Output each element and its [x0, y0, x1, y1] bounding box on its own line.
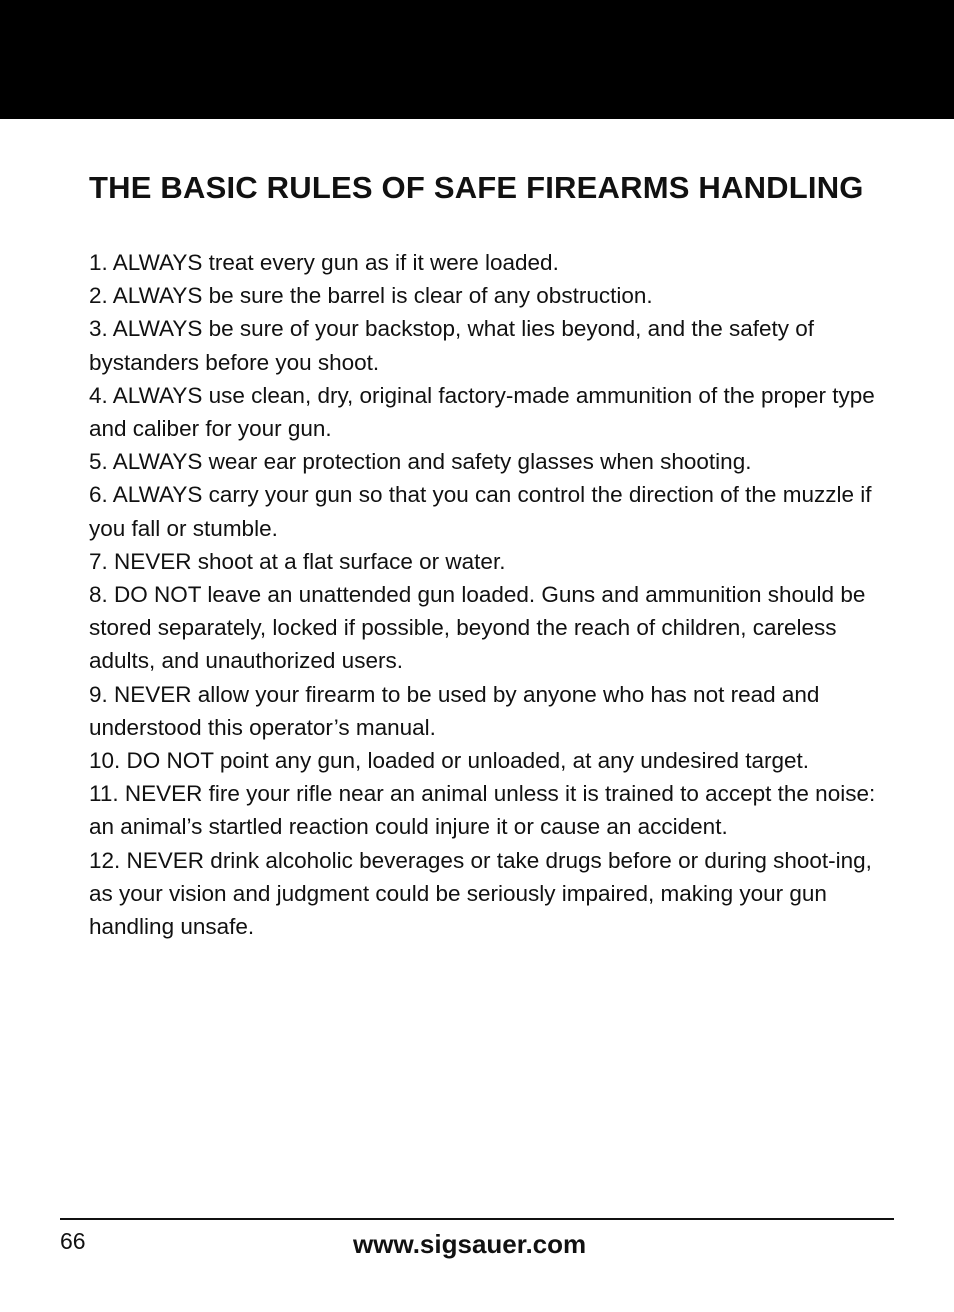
page-number: 66 [60, 1228, 86, 1254]
rules-list [89, 246, 901, 943]
rule-item: 10. DO NOT point any gun, loaded or unloaded, at any undesired target. [89, 748, 810, 774]
rule-item: 11. NEVER fire your rifle near an animal unless it is trained to accept the noise: an animal’s startled reaction could injure it or cause an accident. [89, 781, 876, 840]
page-title: THE BASIC RULES OF SAFE FIREARMS HANDLING [89, 170, 864, 205]
rule-item: 7. NEVER shoot at a flat surface or water. [89, 548, 506, 574]
header-bar [0, 0, 954, 119]
rule-item: 5. ALWAYS wear ear protection and safety glasses when shooting. [89, 449, 752, 475]
rule-item: 8. DO NOT leave an unattended gun loaded. Guns and ammunition should be stored separately, locked if possible, beyond the reach of children, careless adults, and unauthorized users. [89, 582, 866, 674]
rule-item: 6. ALWAYS carry your gun so that you can control the direction of the muzzle if you fall or stumble. [89, 482, 872, 541]
rule-item: 9. NEVER allow your firearm to be used by anyone who has not read and understood this operator’s manual. [89, 681, 820, 740]
rule-item: 1. ALWAYS treat every gun as if it were loaded. [89, 250, 559, 275]
rule-item: 3. ALWAYS be sure of your backstop, what lies beyond, and the safety of bystanders before you shoot. [89, 316, 814, 375]
website-link[interactable]: www.sigsauer.com [353, 1229, 587, 1259]
rule-item: 4. ALWAYS use clean, dry, original factory-made ammunition of the proper type and caliber for your gun. [89, 382, 875, 442]
footer-divider [60, 1218, 894, 1220]
rule-item: 12. NEVER drink alcoholic beverages or take drugs before or during shoot-ing, as your vision and judgment could be seriously impaired, making your gun handling unsafe. [89, 847, 872, 940]
rule-item: 2. ALWAYS be sure the barrel is clear of any obstruction. [89, 283, 653, 309]
